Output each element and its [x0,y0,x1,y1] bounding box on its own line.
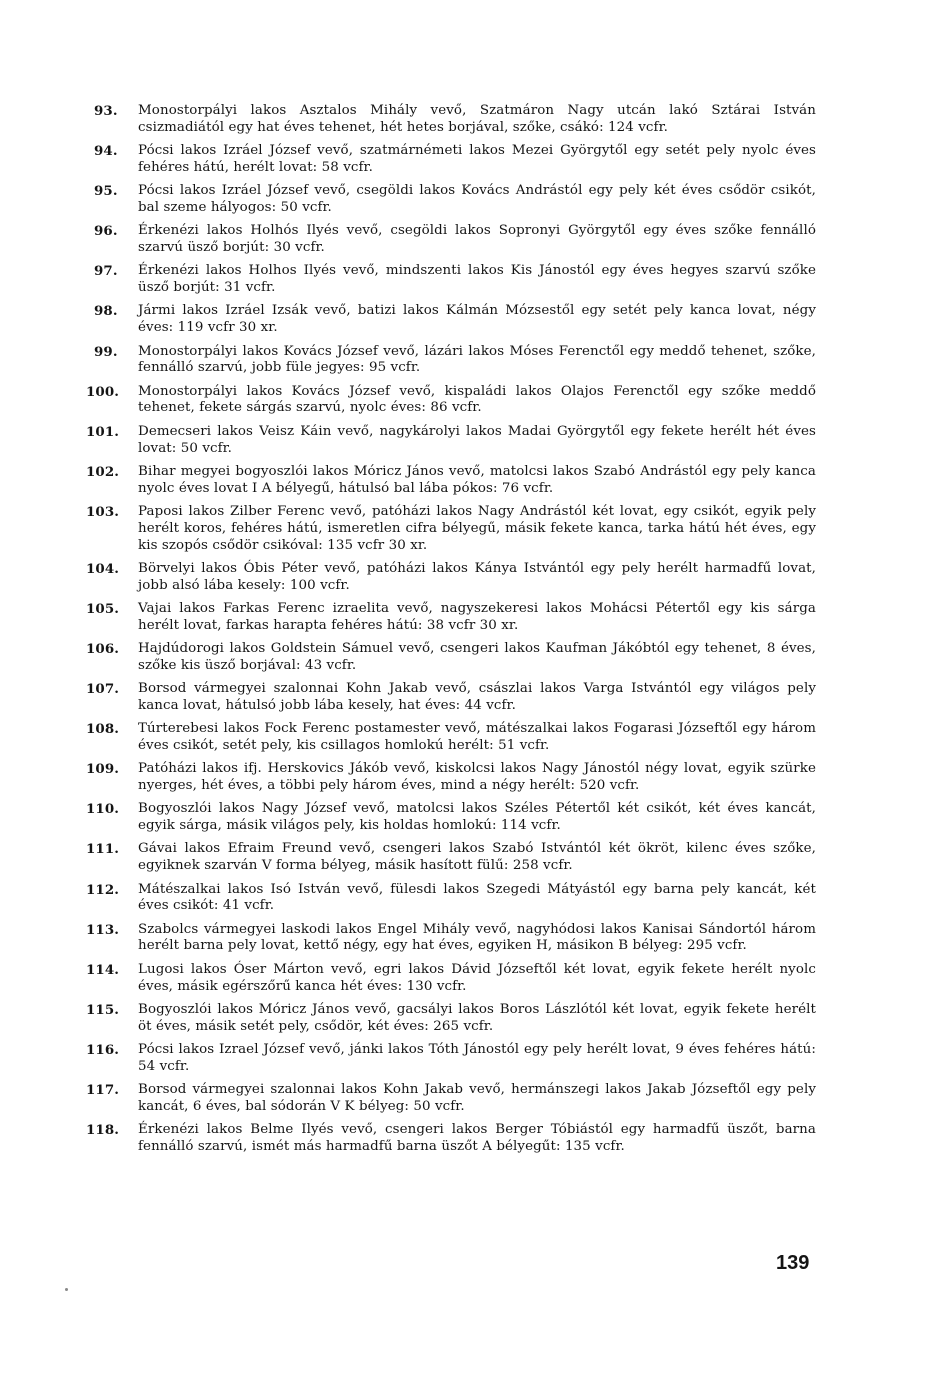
entry-number: 110. [86,801,120,818]
list-item [94,143,816,177]
list-item [94,223,816,257]
list-item [94,344,816,378]
entry-text: Demecseri lakos Veisz Káin vevő, nagykárolyi lakos Madai Györgytől egy fekete herélt hét éves lovat: 50 vcfr. [138,423,816,456]
entry-text: Börvelyi lakos Óbis Péter vevő, patóházi lakos Kánya Istvántól egy pely herélt harmadfű lovat, jobb alsó lába kesely: 100 vcfr. [138,560,816,593]
entry-text: Gávai lakos Efraim Freund vevő, csengeri lakos Szabó Istvántól két ökröt, kilenc éves szőke, egyiknek szarván V forma bélyeg, másik hasított fülű: 258 vcfr. [138,841,816,874]
list-item [86,560,816,595]
entry-number: 104. [86,560,120,577]
entry-number: 109. [86,761,120,778]
entry-number: 93. [94,103,118,119]
entry-number: 118. [86,1122,120,1139]
entry-number: 115. [86,1001,120,1018]
entry-number: 107. [86,681,120,698]
scan-speck [65,1288,68,1291]
entry-number: 102. [86,463,120,480]
list-item [86,1082,816,1116]
list-item [94,263,816,297]
entry-text: Szabolcs vármegyei laskodi lakos Engel Mihály vevő, nagyhódosi lakos Kanisai Sándortól három herélt barna pely lovat, kettő négy, egy hat éves, egyiken H, másikon B bélyeg: 295 vcfr. [138,921,816,954]
entry-number: 117. [86,1082,120,1099]
list-item [86,841,816,875]
list-item [86,721,816,755]
entry-text: Borsod vármegyei szalonnai lakos Kohn Jakab vevő, hermánszegi lakos Jakab Józseftől egy pely kancát, 6 éves, bal sódorán V K bélyeg: 50 vcfr. [138,1082,816,1114]
entry-text: Túrterebesi lakos Fock Ferenc postamester vevő, mátészalkai lakos Fogarasi Józseftől egy három éves csikót, setét pely, kis csillagos homlokú herélt: 51 vcfr. [138,721,816,753]
entry-list [86,103,816,1162]
list-item [86,383,816,418]
list-item [94,183,816,217]
entry-number: 100. [86,383,120,400]
entry-number: 112. [86,881,120,898]
entry-number: 111. [86,841,120,858]
entry-text: Bogyoszlói lakos Nagy József vevő, matolcsi lakos Széles Pétertől két csikót, két éves kancát, egyik sárga, másik világos pely, kis holdas homlokú: 114 vcfr. [138,801,816,834]
list-item [86,423,816,458]
entry-text: Pócsi lakos Izráel József vevő, szatmárnémeti lakos Mezei Györgytől egy setét pely nyolc éves fehéres hátú, herélt lovat: 58 vcfr. [138,143,816,175]
entry-text: Hajdúdorogi lakos Goldstein Sámuel vevő, csengeri lakos Kaufman Jákóbtól egy tehenet, 8 éves, szőke kis üsző borjával: 43 vcfr. [138,641,816,673]
entry-number: 98. [94,303,118,320]
list-item [86,921,816,956]
entry-text: Érkenézi lakos Holhos Ilyés vevő, mindszenti lakos Kis Jánostól egy éves hegyes szarvú szőke üsző borjút: 31 vcfr. [138,263,816,296]
entry-text: Paposi lakos Zilber Ferenc vevő, patóházi lakos Nagy Andrástól két lovat, egy csikót, egyik pely herélt koros, fehéres hátú, ismeretlen cifra bélyegű, másik fekete kanca, tarka hátú hét éves, egy kis szopós csődör csikóval: 135 vcfr 30 xr. [138,503,816,553]
entry-number: 96. [94,223,118,240]
entry-number: 94. [94,143,118,160]
entry-text: Bihar megyei bogyoszlói lakos Móricz János vevő, matolcsi lakos Szabó Andrástól egy pely kanca nyolc éves lovat I A bélyegű, hátulsó bal lába pókos: 76 vcfr. [138,463,816,496]
entry-text: Vajai lakos Farkas Ferenc izraelita vevő, nagyszekeresi lakos Mohácsi Pétertől egy kis sárga herélt lovat, farkas harapta fehéres hátú: 38 vcfr 30 xr. [138,600,816,633]
entry-number: 108. [86,721,120,738]
entry-number: 106. [86,641,120,658]
entry-text: Monostorpályi lakos Kovács József vevő, kispaládi lakos Olajos Ferenctől egy szőke meddő tehenet, fekete sárgás szarvú, nyolc éves: 86 vcfr. [138,383,816,416]
entry-text: Mátészalkai lakos Isó István vevő, fülesdi lakos Szegedi Mátyástól egy barna pely kancát, két éves csikót: 41 vcfr. [138,881,816,914]
entry-text: Jármi lakos Izráel Izsák vevő, batizi lakos Kálmán Mózsestől egy setét pely kanca lovat, négy éves: 119 vcfr 30 xr. [138,303,816,336]
entry-text: Pócsi lakos Izrael József vevő, jánki lakos Tóth Jánostól egy pely herélt lovat, 9 éves fehéres hátú: 54 vcfr. [138,1041,816,1074]
entry-number: 97. [94,263,118,280]
list-item [86,681,816,715]
entry-text: Lugosi lakos Óser Márton vevő, egri lakos Dávid Józseftől két lovat, egyik fekete herélt nyolc éves, másik egérszőrű kanca hét éves: 130 vcfr. [138,961,816,994]
entry-text: Bogyoszlói lakos Móricz János vevő, gacsályi lakos Boros Lászlótól két lovat, egyik fekete herélt öt éves, másik setét pely, csődör, két éves: 265 vcfr. [138,1001,816,1034]
page-number: 139 [776,1252,810,1274]
list-item [86,463,816,498]
list-item [86,881,816,916]
entry-text: Pócsi lakos Izráel József vevő, csegöldi lakos Kovács Andrástól egy pely két éves csődör csikót, bal szeme hályogos: 50 vcfr. [138,183,816,215]
list-item [86,1122,816,1156]
list-item [86,1041,816,1076]
list-item [86,961,816,996]
entry-number: 103. [86,503,120,520]
list-item [94,103,816,137]
entry-number: 114. [86,961,120,978]
list-item [86,600,816,635]
entry-number: 101. [86,423,120,440]
entry-text: Érkenézi lakos Belme Ilyés vevő, csengeri lakos Berger Tóbiástól egy harmadfű üszőt, barna fennálló szarvú, ismét más harmadfű barna üszőt A bélyegűt: 135 vcfr. [138,1122,816,1154]
entry-text: Borsod vármegyei szalonnai Kohn Jakab vevő, császlai lakos Varga Istvántól egy világos pely kanca lovat, hátulsó jobb lába kesely, hat éves: 44 vcfr. [138,681,816,713]
list-item [86,1001,816,1036]
list-item [94,303,816,337]
entry-number: 99. [94,343,118,360]
entry-text: Monostorpályi lakos Asztalos Mihály vevő, Szatmáron Nagy utcán lakó Sztárai István csizmadiától egy hat éves tehenet, hét hetes borjával, szőke, csákó: 124 vcfr. [138,103,816,135]
entry-number: 116. [86,1041,120,1058]
entry-number: 105. [86,600,120,617]
list-item [86,761,816,795]
list-item [86,641,816,675]
entry-number: 95. [94,183,118,200]
entry-text: Patóházi lakos ifj. Herskovics Jákób vevő, kiskolcsi lakos Nagy Jánostól négy lovat, egyik szürke nyerges, hét éves, a többi pely három éves, mind a négy herélt: 520 vcfr. [138,761,816,794]
list-item [86,801,816,835]
entry-text: Érkenézi lakos Holhós Ilyés vevő, csegöldi lakos Sopronyi Györgytől egy éves szőke fennálló szarvú üsző borjút: 30 vcfr. [138,223,816,256]
entry-text: Monostorpályi lakos Kovács József vevő, lázári lakos Móses Ferenctől egy meddő tehenet, szőke, fennálló szarvú, jobb füle jegyes: 95 vcfr. [138,343,816,376]
list-item [86,503,816,554]
entry-number: 113. [86,921,120,938]
